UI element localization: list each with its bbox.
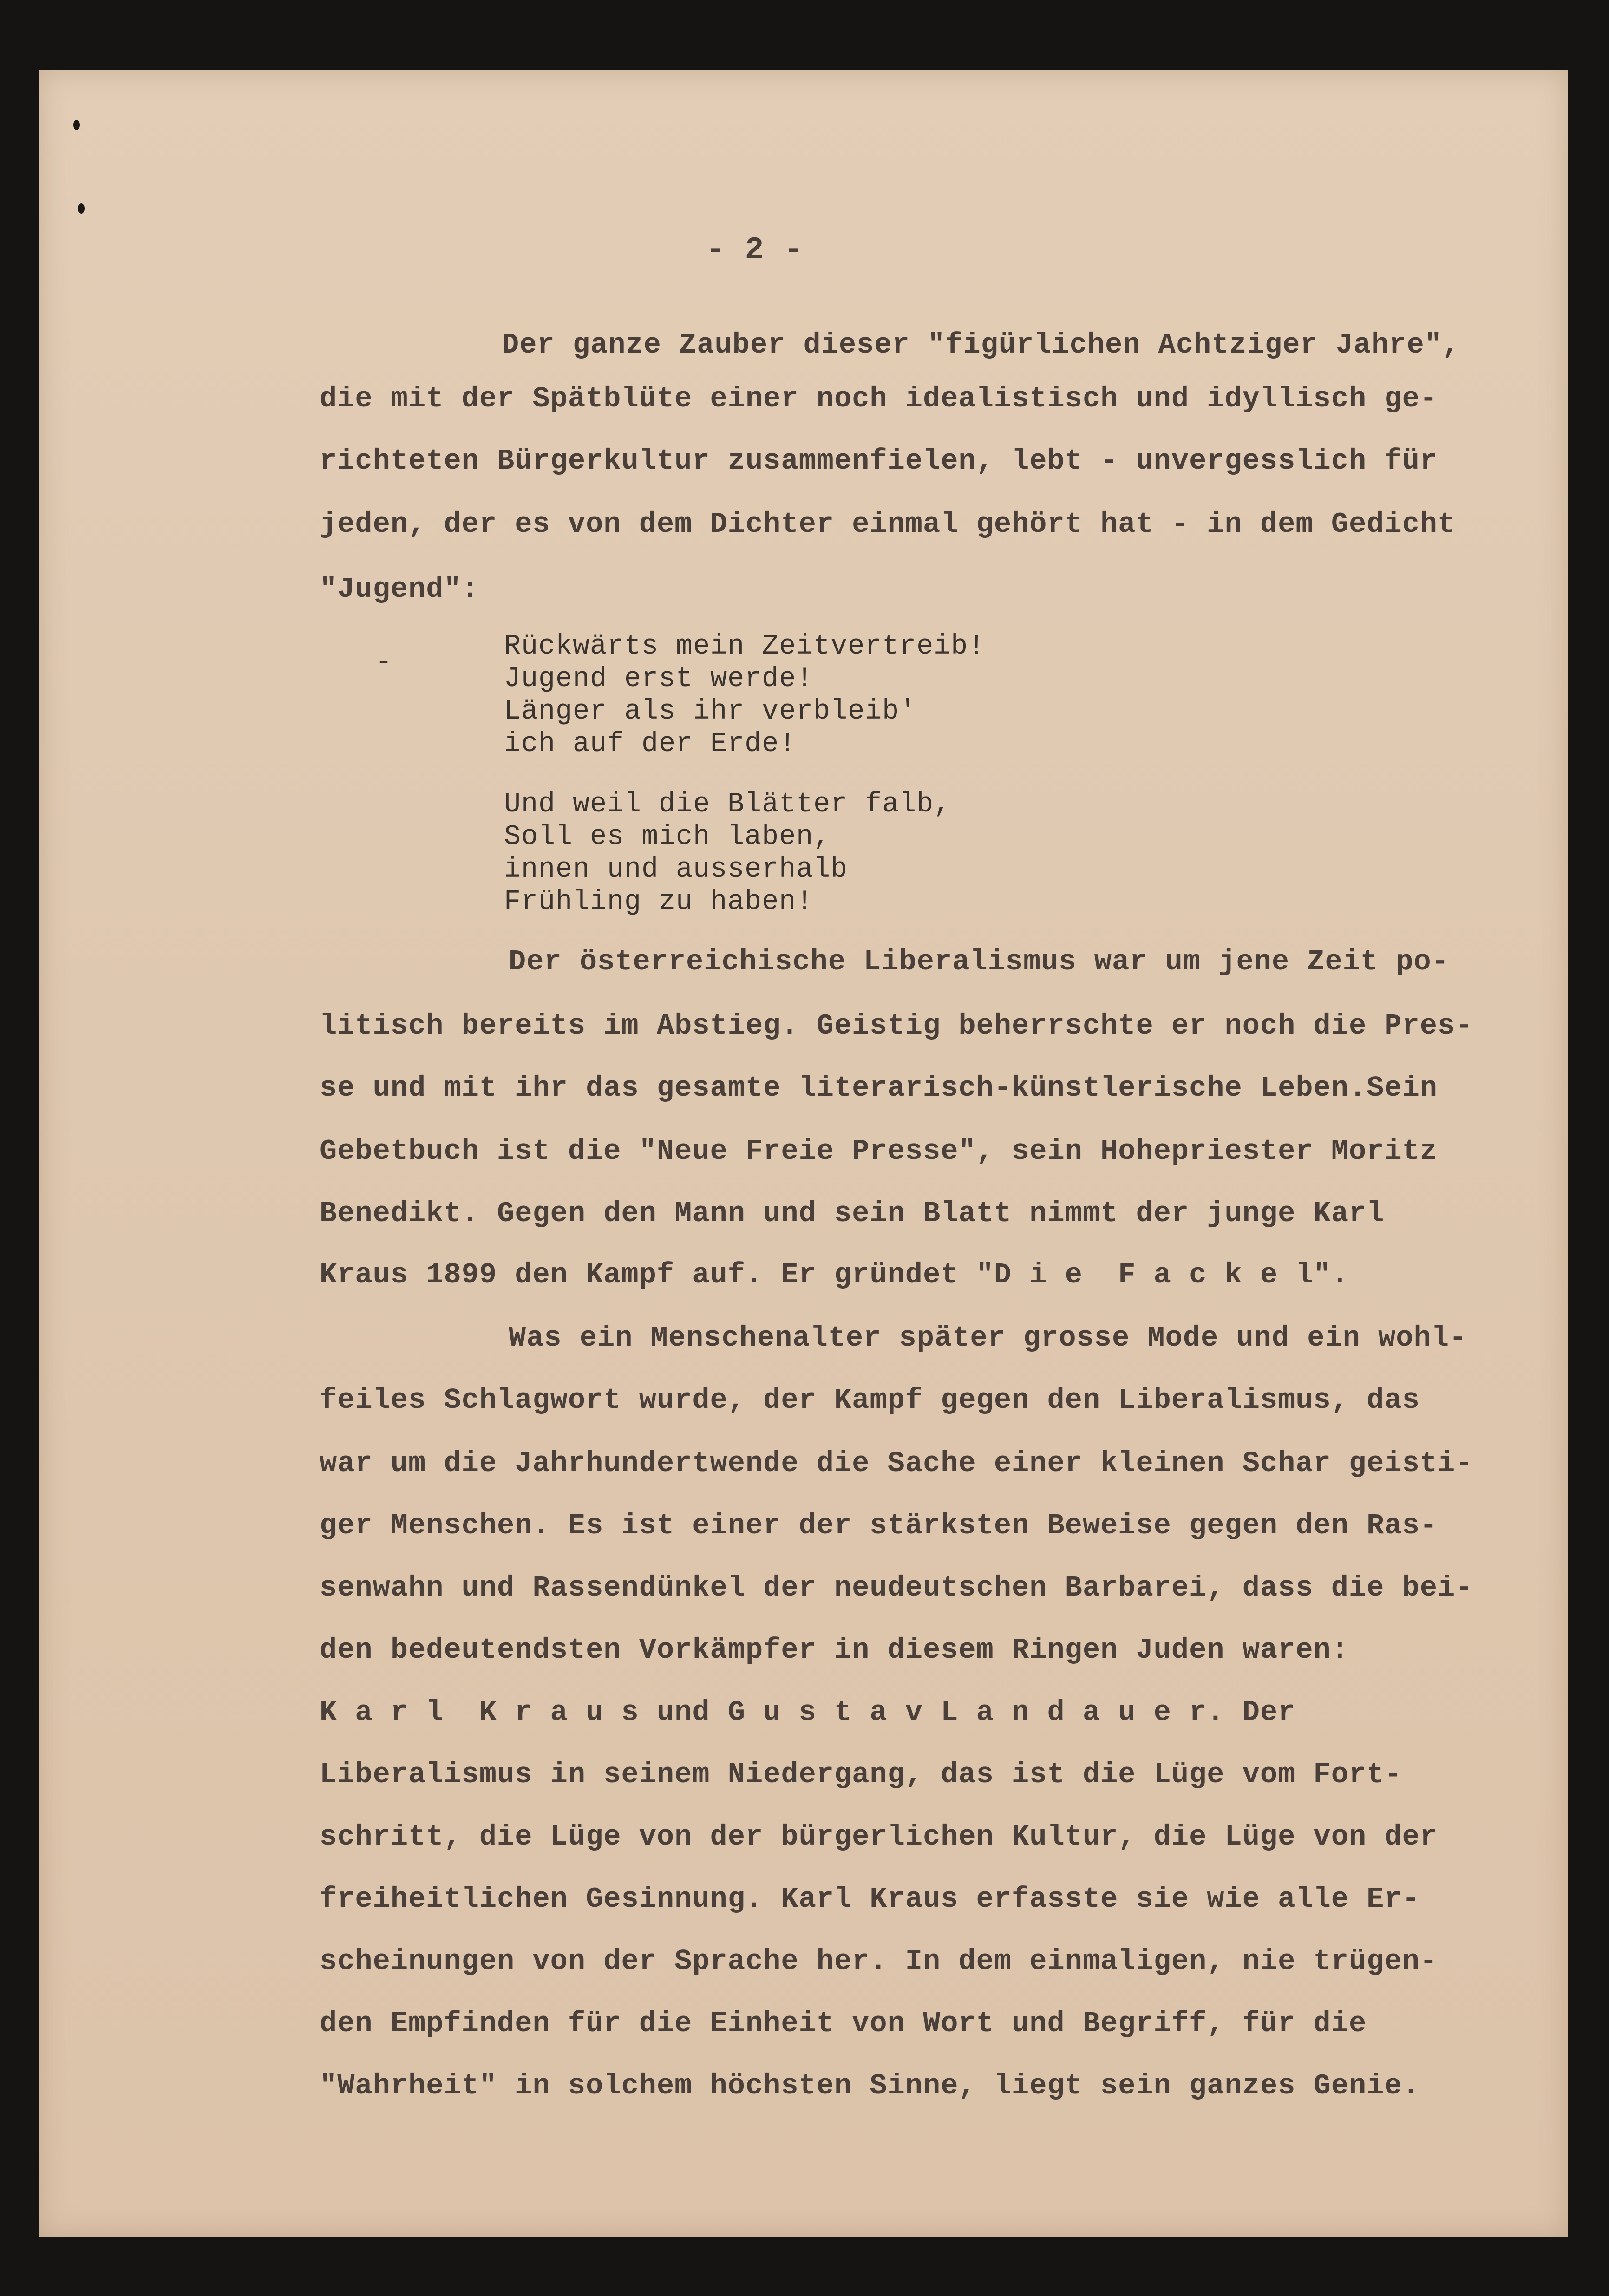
paragraph-line: K a r l K r a u s und G u s t a v L a n d a u e r. Der bbox=[320, 1696, 1296, 1729]
verse-line: Länger als ihr verbleib' bbox=[504, 696, 917, 727]
verse-dash: - bbox=[375, 647, 393, 678]
paragraph-line: feiles Schlagwort wurde, der Kampf gegen den Liberalismus, das bbox=[320, 1384, 1420, 1417]
paragraph-line: Was ein Menschenalter später grosse Mode und ein wohl- bbox=[509, 1321, 1467, 1354]
paragraph-line: Der österreichische Liberalismus war um jene Zeit po- bbox=[509, 945, 1449, 978]
paragraph-line: "Jugend": bbox=[320, 573, 479, 606]
paragraph-line: Kraus 1899 den Kampf auf. Er gründet "D i e F a c k e l". bbox=[320, 1258, 1349, 1291]
paragraph-line: Der ganze Zauber dieser "figürlichen Achtziger Jahre", bbox=[502, 328, 1460, 361]
paragraph-line: jeden, der es von dem Dichter einmal gehört hat - in dem Gedicht bbox=[320, 508, 1456, 541]
paragraph-line: scheinungen von der Sprache her. In dem einmaligen, nie trügen- bbox=[320, 1945, 1438, 1978]
paragraph-line: den bedeutendsten Vorkämpfer in diesem Ringen Juden waren: bbox=[320, 1634, 1349, 1667]
verse-line: Rückwärts mein Zeitvertreib! bbox=[504, 631, 986, 662]
paragraph-line: "Wahrheit" in solchem höchsten Sinne, liegt sein ganzes Genie. bbox=[320, 2069, 1420, 2102]
verse-line: ich auf der Erde! bbox=[504, 728, 797, 760]
punch-hole-mark bbox=[73, 120, 80, 130]
punch-hole-mark bbox=[78, 203, 85, 214]
paragraph-line: Gebetbuch ist die "Neue Freie Presse", sein Hohepriester Moritz bbox=[320, 1135, 1438, 1168]
paragraph-line: ger Menschen. Es ist einer der stärksten Beweise gegen den Ras- bbox=[320, 1509, 1438, 1542]
paragraph-line: war um die Jahrhundertwende die Sache einer kleinen Schar geisti- bbox=[320, 1447, 1473, 1480]
paragraph-line: richteten Bürgerkultur zusammenfielen, lebt - unvergesslich für bbox=[320, 445, 1438, 478]
paragraph-line: schritt, die Lüge von der bürgerlichen Kultur, die Lüge von der bbox=[320, 1820, 1438, 1853]
paragraph-line: senwahn und Rassendünkel der neudeutschen Barbarei, dass die bei- bbox=[320, 1571, 1473, 1604]
verse-line: Und weil die Blätter falb, bbox=[504, 789, 951, 820]
verse-line: Jugend erst werde! bbox=[504, 663, 814, 695]
paragraph-line: den Empfinden für die Einheit von Wort und Begriff, für die bbox=[320, 2007, 1367, 2040]
verse-line: innen und ausserhalb bbox=[504, 854, 848, 885]
paragraph-line: Benedikt. Gegen den Mann und sein Blatt nimmt der junge Karl bbox=[320, 1197, 1385, 1230]
page-number: - 2 - bbox=[706, 232, 804, 268]
paragraph-line: se und mit ihr das gesamte literarisch-künstlerische Leben.Sein bbox=[320, 1072, 1438, 1105]
verse-line: Soll es mich laben, bbox=[504, 821, 831, 853]
verse-line: Frühling zu haben! bbox=[504, 886, 814, 918]
paragraph-line: freiheitlichen Gesinnung. Karl Kraus erfasste sie wie alle Er- bbox=[320, 1883, 1420, 1916]
paragraph-line: litisch bereits im Abstieg. Geistig beherrschte er noch die Pres- bbox=[320, 1009, 1473, 1042]
paragraph-line: die mit der Spätblüte einer noch idealistisch und idyllisch ge- bbox=[320, 382, 1438, 415]
paragraph-line: Liberalismus in seinem Niedergang, das ist die Lüge vom Fort- bbox=[320, 1758, 1402, 1791]
